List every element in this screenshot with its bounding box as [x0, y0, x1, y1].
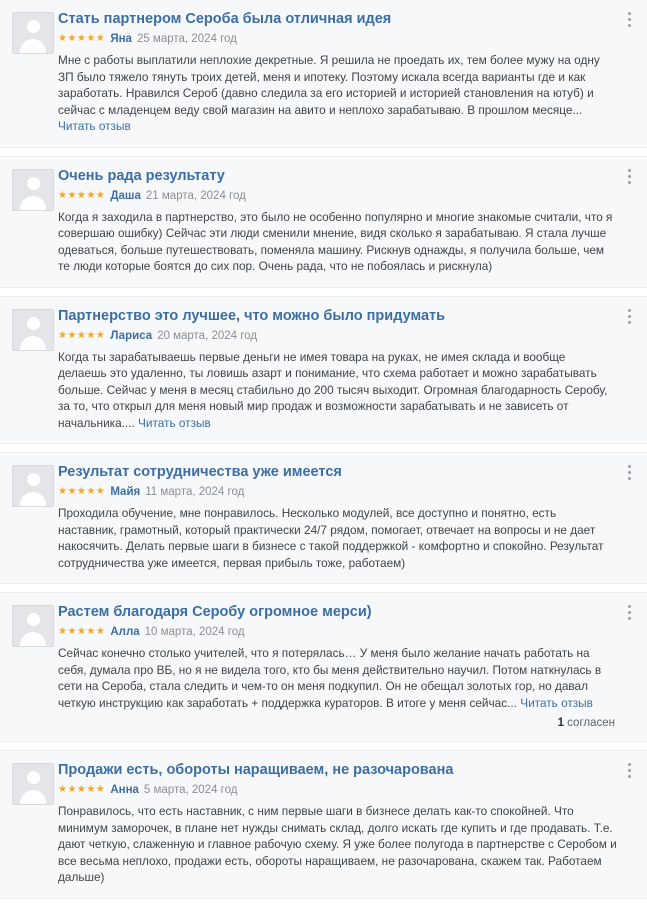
- avatar: [12, 465, 54, 507]
- avatar-column: [12, 167, 56, 211]
- review-content: [56, 167, 635, 275]
- review-card: [0, 156, 647, 288]
- rating-stars-icon: ★★★★★: [58, 189, 106, 201]
- avatar-head-icon: [27, 771, 40, 784]
- review-content: [56, 761, 635, 886]
- review-date: 20 марта, 2024 год: [157, 329, 258, 342]
- avatar-column: [12, 463, 56, 507]
- review-meta: [58, 485, 617, 499]
- review-author[interactable]: Даша: [110, 189, 141, 202]
- dot: [628, 169, 631, 172]
- review-text: Когда ты зарабатываешь первые деньги не имея товара на руках, не имея склада и вообще делаешь это удаленно, ты ловишь азарт и понимание, что схема работает и можно зарабатывать больше. Сейчас у меня в месяц стабильно до 200 тысяч выходит. Огромная благодарность Серобу, за то, что открыл для меня новый мир продаж и возможности зарабатывать и не зависеть от начальника....: [58, 349, 608, 430]
- review-body: [58, 349, 617, 432]
- avatar: [12, 309, 54, 351]
- avatar-column: [12, 307, 56, 351]
- dot: [628, 617, 631, 620]
- review-body: [58, 52, 617, 135]
- review-date: 10 марта, 2024 год: [144, 626, 245, 638]
- review-title[interactable]: Стать партнером Сероба была отличная идея: [58, 11, 392, 27]
- review-title[interactable]: Растем благодаря Серобу огромное мерси): [58, 604, 372, 620]
- avatar-head-icon: [27, 613, 40, 626]
- avatar-body-icon: [20, 336, 46, 351]
- review-date: 5 марта, 2024 год: [143, 784, 238, 796]
- dot: [628, 465, 631, 468]
- review-card: [0, 750, 647, 899]
- avatar-head-icon: [27, 177, 40, 190]
- review-text: Мне с работы выплатили неплохие декретные. Я решила не проедать их, тем более мужу на одну ЗП было тяжело тянуть троих детей, меня и ипотеку. Поэтому искала всегда варианты где и как заработать. Нравился Сероб (давно следила за его историей и историей становления на ютуб) и сейчас с младенцем веду свой магазин на авито и неплохо зарабатываю. В прошлом месяце...: [58, 53, 600, 117]
- dot: [628, 769, 631, 772]
- read-more-link[interactable]: Читать отзыв: [58, 119, 131, 133]
- review-author[interactable]: Анна: [110, 784, 139, 796]
- avatar-head-icon: [27, 473, 40, 486]
- agree-row: [58, 717, 617, 729]
- review-body: [58, 803, 617, 886]
- dot: [628, 775, 631, 778]
- review-content: [56, 463, 635, 571]
- review-body: [58, 209, 617, 275]
- review-options-menu-icon[interactable]: [623, 169, 635, 187]
- rating-stars-icon: ★★★★★: [58, 626, 106, 637]
- review-card: [0, 592, 647, 742]
- review-content: [56, 603, 635, 729]
- avatar-body-icon: [20, 39, 46, 54]
- review-options-menu-icon[interactable]: [623, 763, 635, 781]
- avatar-head-icon: [27, 20, 40, 33]
- dot: [628, 477, 631, 480]
- avatar-body-icon: [20, 492, 46, 507]
- review-options-menu-icon[interactable]: [623, 465, 635, 483]
- avatar: [12, 12, 54, 54]
- review-body: [58, 505, 617, 571]
- agree-count: 1: [557, 717, 564, 729]
- avatar: [12, 763, 54, 805]
- review-options-menu-icon[interactable]: [623, 12, 635, 30]
- rating-stars-icon: ★★★★★: [58, 33, 106, 44]
- review-card: [0, 296, 647, 445]
- avatar: [12, 605, 54, 647]
- read-more-link[interactable]: Читать отзыв: [138, 415, 211, 430]
- dot: [628, 763, 631, 766]
- review-content: [56, 307, 635, 432]
- review-meta: [58, 625, 617, 639]
- dot: [628, 605, 631, 608]
- review-author[interactable]: Лариса: [110, 329, 153, 342]
- review-text: Проходила обучение, мне понравилось. Несколько модулей, все доступно и понятно, есть наставник, грамотный, который практически 24/7 рядом, помогает, отвечает на вопросы и не дает накосячить. Делать первые шаги в бизнесе с такой поддержкой - комфортно и спокойно. Результат сотрудничества уже имеется, первая прибыль тоже, работаем): [58, 506, 604, 570]
- dot: [628, 18, 631, 21]
- review-title[interactable]: Очень рада результату: [58, 167, 225, 184]
- avatar-head-icon: [27, 317, 40, 330]
- avatar-column: [12, 10, 56, 54]
- review-text: Сейчас конечно столько учителей, что я потерялась… У меня было желание начать работать на себя, думала про ВБ, но я не видела того, кто бы меня действительно научил. Потом наткнулась в сети на Сероба, стала следить и чем-то он меня подкупил. Он не обещал золотых гор, но давал четкую инструкцию как заработать + поддержка кураторов. В итоге у меня сейчас...: [58, 646, 602, 710]
- rating-stars-icon: ★★★★★: [58, 329, 106, 341]
- review-card: [0, 0, 647, 148]
- review-title[interactable]: Результат сотрудничества уже имеется: [58, 464, 342, 480]
- dot: [628, 315, 631, 318]
- review-meta: [58, 189, 617, 203]
- review-date: 25 марта, 2024 год: [136, 33, 237, 45]
- dot: [628, 175, 631, 178]
- review-content: [56, 10, 635, 135]
- review-text: Понравилось, что есть наставник, с ним первые шаги в бизнесе делать как-то спокойней. Что минимум заморочек, в плане нет нужды снимать склад, долго искать где купить и где продавать. Т.е. дают четкую, слаженную и главное рабочую схему. Я уже более полугода в партнерстве с Серобом и все весьма неплохо, продажи есть, обороты наращиваем, не разочарована, скажем так. Работаем дальше): [58, 804, 617, 884]
- review-card: [0, 452, 647, 584]
- review-meta: [58, 783, 617, 797]
- review-author[interactable]: Яна: [110, 33, 132, 45]
- dot: [628, 24, 631, 27]
- dot: [628, 309, 631, 312]
- review-date: 11 марта, 2024 год: [145, 486, 245, 498]
- review-meta: [58, 32, 617, 46]
- review-author[interactable]: Майя: [110, 486, 141, 498]
- avatar: [12, 169, 54, 211]
- dot: [628, 611, 631, 614]
- review-options-menu-icon[interactable]: [623, 309, 635, 327]
- rating-stars-icon: ★★★★★: [58, 486, 106, 497]
- avatar-column: [12, 603, 56, 647]
- review-title[interactable]: Партнерство это лучшее, что можно было придумать: [58, 307, 446, 324]
- dot: [628, 471, 631, 474]
- review-date: 21 марта, 2024 год: [145, 189, 246, 202]
- avatar-body-icon: [20, 196, 46, 211]
- review-title[interactable]: Продажи есть, обороты наращиваем, не разочарована: [58, 762, 454, 778]
- rating-stars-icon: ★★★★★: [58, 784, 106, 795]
- read-more-link[interactable]: Читать отзыв: [520, 695, 593, 710]
- review-body: [58, 645, 617, 711]
- review-meta: [58, 329, 617, 343]
- dot: [628, 12, 631, 15]
- avatar-column: [12, 761, 56, 805]
- avatar-body-icon: [20, 790, 46, 805]
- dot: [628, 181, 631, 184]
- agree-label: согласен: [567, 717, 615, 729]
- review-author[interactable]: Алла: [110, 626, 140, 638]
- review-text: Когда я заходила в партнерство, это было не особенно популярно и многие знакомые считали, что я совершаю ошибку) Сейчас эти люди сменили мнение, видя сколько я зарабатываю. Я стала лучше одеваться, больше путешествовать, поменяла машину. Рискнув однажды, я получила больше, чем те люди которые боятся до сих пор. Очень рада, что не побоялась и рискнула): [58, 209, 613, 273]
- review-options-menu-icon[interactable]: [623, 605, 635, 623]
- avatar-body-icon: [20, 632, 46, 647]
- dot: [628, 321, 631, 324]
